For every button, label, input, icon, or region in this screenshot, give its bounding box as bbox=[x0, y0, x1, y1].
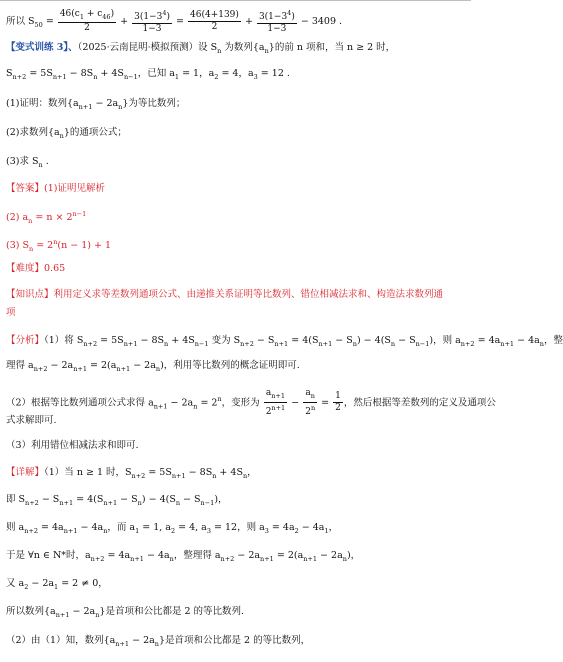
text: 式求解即可. bbox=[6, 415, 57, 426]
text: = 2(a bbox=[273, 550, 304, 561]
sup: 4 bbox=[287, 9, 292, 17]
sup: n+1 bbox=[271, 403, 286, 412]
text: − S bbox=[253, 335, 275, 346]
sub: 2 bbox=[24, 582, 29, 591]
sub: n+1 bbox=[63, 526, 78, 535]
sub: n+1 bbox=[318, 339, 333, 348]
text: = bbox=[176, 16, 187, 27]
text: = 5S bbox=[145, 467, 172, 478]
text: }是首项和公比都是 2 的等比数列， bbox=[158, 635, 311, 646]
sub: n bbox=[193, 402, 198, 411]
text: 为数列{a bbox=[221, 42, 265, 53]
text: + bbox=[244, 16, 256, 27]
sub: 50 bbox=[34, 20, 43, 29]
sub: 2 bbox=[170, 526, 176, 535]
question-1 bbox=[6, 98, 185, 113]
text: = 12，则 a bbox=[210, 522, 265, 533]
text: − bbox=[288, 397, 303, 409]
detail-7 bbox=[6, 635, 310, 650]
text: = n × 2 bbox=[32, 212, 73, 224]
fraction bbox=[333, 391, 343, 414]
sub: n bbox=[59, 131, 64, 140]
text: = 4(S bbox=[73, 494, 104, 505]
text: = 5S bbox=[26, 68, 53, 79]
sub: n+1 bbox=[260, 554, 274, 563]
text: − S bbox=[38, 494, 60, 505]
sub: n bbox=[118, 102, 123, 111]
sub: n+1 bbox=[52, 72, 67, 81]
answer-2 bbox=[6, 208, 86, 227]
text: + bbox=[120, 16, 132, 27]
text: − 4a bbox=[298, 522, 325, 533]
text: = 4, a bbox=[175, 522, 207, 533]
sub: 3 bbox=[253, 72, 258, 81]
exercise-tag: 【变式训练 3】、 bbox=[6, 42, 78, 53]
text: ) − 4(S bbox=[356, 335, 391, 346]
sub: n+2 bbox=[220, 554, 235, 563]
sub: n bbox=[28, 217, 33, 226]
text: ，整理得 a bbox=[173, 550, 221, 561]
text: = 4a bbox=[104, 550, 131, 561]
text: ，变形为 bbox=[221, 397, 263, 409]
sub: n+1 bbox=[274, 339, 289, 348]
text: 2 bbox=[265, 406, 272, 417]
sub: n bbox=[539, 339, 544, 348]
text: ) bbox=[110, 8, 115, 19]
fraction bbox=[58, 9, 116, 35]
text: 又 a bbox=[6, 578, 25, 589]
sub: 2 bbox=[214, 72, 219, 81]
question-3 bbox=[6, 156, 49, 171]
text: (3)求 S bbox=[6, 156, 39, 167]
text: 3(1−3 bbox=[258, 12, 288, 22]
analysis-tag: 【分析】 bbox=[6, 335, 45, 346]
difficulty bbox=[6, 263, 65, 275]
text: )，利用等比数列的概念证明即可. bbox=[160, 360, 300, 371]
text: − 2a bbox=[167, 397, 194, 409]
sub: 2 bbox=[294, 526, 299, 535]
sub: n+2 bbox=[25, 498, 39, 507]
text: 则 a bbox=[6, 522, 25, 533]
text: （1）当 n ≥ 1 时，S bbox=[44, 467, 132, 478]
text: (3) S bbox=[6, 240, 29, 252]
sub: n−1 bbox=[194, 339, 209, 348]
text: − 2a bbox=[28, 578, 55, 589]
sub: n−1 bbox=[200, 498, 215, 507]
text: ，整 bbox=[543, 335, 563, 346]
text: ，然后根据等差数列的定义及通项公 bbox=[343, 397, 496, 409]
sub: n+1 bbox=[500, 339, 515, 348]
text: S bbox=[6, 68, 13, 79]
sub: n bbox=[175, 498, 181, 507]
analysis-1 bbox=[6, 335, 563, 350]
answer-1 bbox=[6, 183, 105, 195]
text: = bbox=[318, 397, 333, 409]
sub: n bbox=[217, 46, 222, 55]
detail-6 bbox=[6, 606, 244, 621]
text: − 3409 . bbox=[300, 16, 343, 27]
denominator: 1−3 bbox=[267, 24, 287, 34]
sub: n bbox=[155, 364, 161, 373]
numerator: 1 bbox=[335, 391, 341, 402]
text: = 4a bbox=[474, 335, 501, 346]
detail-2 bbox=[6, 494, 228, 509]
sub: n+1 bbox=[123, 339, 138, 348]
sub: n+1 bbox=[171, 471, 186, 480]
sub: 3 bbox=[264, 526, 269, 535]
sub: n+1 bbox=[78, 102, 93, 111]
text: 理得 a bbox=[6, 360, 34, 371]
sub: 46 bbox=[102, 12, 111, 21]
text: = 4a bbox=[268, 522, 295, 533]
sub: n bbox=[164, 339, 169, 348]
text: 即 S bbox=[6, 494, 26, 505]
sub: n+1 bbox=[116, 364, 131, 373]
text: }为等比数列； bbox=[122, 98, 186, 109]
text: ， bbox=[247, 467, 257, 478]
text: − 2a bbox=[92, 98, 119, 109]
text: − S bbox=[332, 335, 353, 346]
denominator: 2 bbox=[211, 22, 218, 32]
text: （2025·云南昆明·模拟预测）设 S bbox=[77, 42, 218, 53]
text: = 4a bbox=[37, 522, 64, 533]
detail-3 bbox=[6, 522, 338, 537]
text: − 2a bbox=[69, 606, 96, 617]
text: − 4a bbox=[514, 335, 540, 346]
sub: n+2 bbox=[12, 72, 27, 81]
text: + 4S bbox=[168, 335, 195, 346]
analysis-3 bbox=[6, 440, 139, 452]
sub: n−1 bbox=[415, 339, 430, 348]
sub: n+1 bbox=[153, 402, 168, 411]
text: 3(1−3 bbox=[134, 12, 163, 22]
text: − 2a bbox=[317, 550, 343, 561]
text: }是首项和公比都是 2 的等比数列. bbox=[99, 606, 245, 617]
text: （2）根据等比数列通项公式求得 a bbox=[6, 397, 154, 409]
text: − 2a bbox=[47, 360, 74, 371]
text: − 2a bbox=[234, 550, 261, 561]
detail-4 bbox=[6, 550, 360, 565]
text: − 8S bbox=[137, 335, 165, 346]
text: − S bbox=[117, 494, 138, 505]
text: }的通项公式； bbox=[63, 127, 127, 138]
text: a bbox=[265, 388, 272, 398]
text: = 12 . bbox=[257, 68, 290, 79]
question-2 bbox=[6, 127, 127, 142]
sup: n bbox=[310, 403, 316, 412]
text: ) bbox=[166, 12, 170, 22]
text: 所以 S bbox=[6, 16, 35, 27]
text: = 4(S bbox=[288, 335, 319, 346]
sub: n+2 bbox=[33, 364, 48, 373]
text: = 2 bbox=[33, 240, 54, 252]
top-divider bbox=[0, 0, 471, 1]
fraction bbox=[303, 388, 317, 418]
text: 【答案】(1)证明见解析 bbox=[6, 183, 105, 194]
text: 于是 ∀n ∈ N*时，a bbox=[6, 550, 91, 561]
text: 变为 S bbox=[208, 335, 241, 346]
sup: 4 bbox=[162, 9, 167, 17]
sub: n+1 bbox=[73, 364, 87, 373]
text: )， bbox=[214, 494, 228, 505]
sub: 1 bbox=[174, 72, 180, 81]
text: ) − 4(S bbox=[141, 494, 176, 505]
sub: n bbox=[242, 471, 248, 480]
detail-tag: 【详解】 bbox=[6, 467, 45, 478]
denominator: 2 bbox=[84, 23, 90, 34]
sub: n+2 bbox=[83, 339, 98, 348]
text: − 2a bbox=[129, 635, 155, 646]
analysis-2-cont bbox=[6, 415, 57, 427]
sub: n bbox=[310, 391, 315, 400]
sub: n+1 bbox=[55, 610, 70, 619]
sub: n bbox=[29, 245, 34, 254]
text: = 5S bbox=[97, 335, 124, 346]
fraction bbox=[264, 388, 288, 418]
text: = 2 bbox=[197, 397, 218, 409]
fraction bbox=[257, 8, 297, 35]
sub: n bbox=[154, 639, 159, 648]
text: 【知识点】利用定义求等差数列通项公式、由递推关系证明等比数列、错位相减法求和、构造法求数列通 bbox=[6, 289, 444, 300]
sub: 3 bbox=[206, 526, 211, 535]
text: = 4，a bbox=[218, 68, 254, 79]
sub: 1 bbox=[79, 12, 84, 21]
sub: n+2 bbox=[90, 554, 105, 563]
text: − 8S bbox=[66, 68, 94, 79]
sub: 1 bbox=[324, 526, 329, 535]
text: + c bbox=[83, 8, 103, 19]
fraction bbox=[132, 8, 172, 35]
text: = 1, a bbox=[139, 522, 171, 533]
text: )， bbox=[346, 550, 361, 561]
text: ) bbox=[291, 12, 295, 22]
sup: n bbox=[217, 395, 222, 404]
text: = 2 ≠ 0， bbox=[58, 578, 108, 589]
sub: n+2 bbox=[460, 339, 475, 348]
text: 所以数列{a bbox=[6, 606, 56, 617]
answer-3 bbox=[6, 236, 111, 255]
sub: n+2 bbox=[24, 526, 38, 535]
text: （3）利用错位相减法求和即可. bbox=[6, 440, 139, 451]
sub: n bbox=[352, 339, 357, 348]
text: 46(c bbox=[59, 8, 80, 19]
text: − S bbox=[395, 335, 416, 346]
text: (1)证明：数列{a bbox=[6, 98, 79, 109]
text: ， bbox=[328, 522, 339, 533]
denominator: 2 bbox=[335, 403, 341, 414]
text: ，已知 a bbox=[137, 68, 175, 79]
sub: n+1 bbox=[303, 554, 318, 563]
sub: n bbox=[95, 610, 100, 619]
sub: n bbox=[169, 554, 174, 563]
analysis-1-cont bbox=[6, 360, 300, 375]
knowledge-points bbox=[6, 289, 443, 301]
text: = 1，a bbox=[179, 68, 215, 79]
text: (2)求数列{a bbox=[6, 127, 60, 138]
detail-1 bbox=[6, 467, 257, 482]
text: （1）将 S bbox=[44, 335, 84, 346]
recurrence-condition bbox=[6, 68, 290, 83]
text: （2）由（1）知，数列{a bbox=[6, 635, 116, 646]
sub: n+2 bbox=[131, 471, 146, 480]
text: 2 bbox=[305, 406, 311, 417]
sup: n−1 bbox=[72, 210, 87, 218]
sub: n+1 bbox=[271, 391, 286, 400]
sub: n+1 bbox=[115, 639, 130, 648]
sub: n−1 bbox=[123, 72, 138, 81]
text: + 4S bbox=[97, 68, 124, 79]
sub: n bbox=[93, 72, 98, 81]
text: . bbox=[42, 156, 49, 167]
line-s50-calculation bbox=[6, 8, 342, 35]
text: = 2(a bbox=[86, 360, 117, 371]
text: + 4S bbox=[216, 467, 243, 478]
sub: n+1 bbox=[103, 498, 118, 507]
text: − 2a bbox=[130, 360, 156, 371]
sub: n bbox=[264, 46, 269, 55]
sub: 1 bbox=[54, 582, 59, 591]
text: − S bbox=[180, 494, 201, 505]
sub: n bbox=[390, 339, 396, 348]
sub: n bbox=[38, 160, 43, 169]
sub: n bbox=[137, 498, 142, 507]
exercise-title bbox=[6, 42, 395, 57]
denominator: 1−3 bbox=[142, 24, 162, 34]
sub: n+2 bbox=[240, 339, 254, 348]
text: − 8S bbox=[185, 467, 213, 478]
knowledge-points-cont bbox=[6, 307, 16, 319]
fraction bbox=[188, 10, 241, 33]
text: 项 bbox=[6, 307, 16, 318]
analysis-2 bbox=[6, 388, 496, 418]
detail-5 bbox=[6, 578, 108, 593]
text: (2) a bbox=[6, 212, 29, 224]
sub: 1 bbox=[135, 526, 140, 535]
text: )，则 a bbox=[429, 335, 461, 346]
sup: n bbox=[53, 238, 58, 246]
sub: n+1 bbox=[59, 498, 74, 507]
text: a bbox=[305, 388, 311, 398]
text: }的前 n 项和，当 n ≥ 2 时， bbox=[268, 42, 396, 53]
sub: n bbox=[342, 554, 347, 563]
text: − 4a bbox=[143, 550, 170, 561]
text: (n − 1) + 1 bbox=[57, 240, 112, 252]
sub: n bbox=[212, 471, 217, 480]
text: 【难度】0.65 bbox=[6, 263, 66, 274]
text: − 4a bbox=[77, 522, 104, 533]
numerator: 46(4+139) bbox=[190, 10, 239, 20]
text: ，而 a bbox=[107, 522, 136, 533]
sub: n bbox=[103, 526, 108, 535]
text: = bbox=[42, 16, 57, 27]
sub: n+1 bbox=[130, 554, 144, 563]
